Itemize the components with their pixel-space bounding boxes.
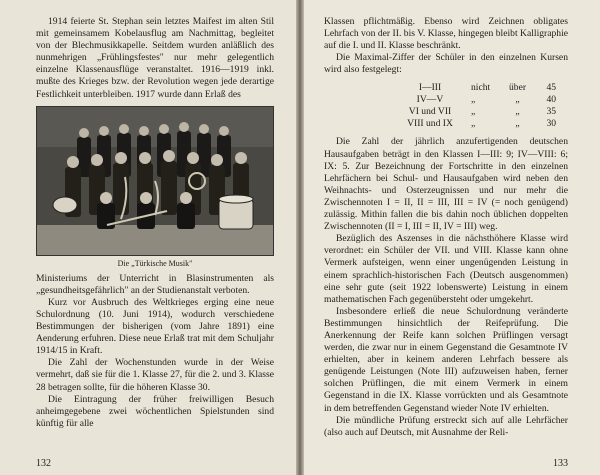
- table-row: [394, 118, 561, 130]
- right-paragraph-6: Die mündliche Prüfung erstreckt sich auf alle Lehrfächer (also auch auf Deutsch, mit Ausnahme der Reli-: [324, 414, 568, 438]
- table-cell: 35: [546, 106, 557, 118]
- left-paragraph-2: Ministeriums der Unterricht in Blasinstrumenten als „gesundheitsgefährlich" an der Studienanstalt verboten.: [36, 272, 274, 296]
- table-row: [394, 94, 561, 106]
- table-cell: 30: [546, 118, 557, 130]
- table-cell: „: [515, 118, 520, 130]
- left-paragraph-4: Die Zahl der Wochenstunden wurde in der Weise vermehrt, daß sie für die 1. Klasse 27, für die 2. und 3. Klasse 28 betragen sollte, für die höheren Klasse 30.: [36, 357, 274, 393]
- right-page: [304, 0, 600, 475]
- band-photo: [36, 106, 274, 256]
- left-page: [0, 0, 296, 475]
- max-students-table: [394, 82, 561, 130]
- right-paragraph-3: Die Zahl der jährlich anzufertigenden deutschen Hausaufgaben beträgt in den Klassen I—III: 9; IV—VIII: 6; IX: 5. Zur Bezeichnung der Fortschritte in den einzelnen Lehrfächern bei Schul- und Hausaufgaben wird neben den Weihnachts- und Osterzeugnissen und nur mehr die Zwischennoten I = II, II = III, III = IV (= noch genügend) zulässig. Mithin fallen die bis dahin noch üblichen doppelten Zwischennoten (II = I, III = II, IV = III) weg.: [324, 136, 568, 233]
- table-cell: IV—V: [416, 94, 444, 106]
- left-paragraph-5: Die Eintragung der früher freiwilligen Besuch anheimgegebene zwei wöchentlichen Spielstunden sind künftig für alle: [36, 393, 274, 429]
- right-paragraph-5: Insbesondere erließ die neue Schulordnung veränderte Bestimmungen hinsichtlich der Reifeprüfung. Die Anerkennung der Reife kann solchen Prüflingen versagt werden, die zwar nur in einem Gegenstand die Gesamtnote IV erhielten, aber in keinem anderen Lehrfach bessere als genügende Leistungen (Note III) aufzuweisen haben, ferner solchen Prüflingen, die mit einem Vermerk in einem Gegenstand in die IX. Klasse vorrückten und als Gesamtnote in dem betreffenden Gegenstand wieder Note IV erhielten.: [324, 305, 568, 414]
- table-cell: „: [471, 118, 476, 130]
- left-page-number: 132: [36, 458, 51, 469]
- band-photo-image: [37, 107, 273, 255]
- right-paragraph-1: Klassen pflichtmäßig. Ebenso wird Zeichnen obligates Lehrfach von der II. bis V. Klasse, hingegen bleibt Kalligraphie auf die I. und II. Klasse beschränkt.: [324, 16, 568, 52]
- table-row: [394, 82, 561, 94]
- right-paragraph-4: Bezüglich des Aszenses in die nächsthöhere Klasse wird verordnet: ein Schüler der VII. und VIII. Klasse kann ohne Vermerk aufsteigen, wenn einer ungenügenden Leistung in einem sprachlich-historischen Fach (Deutsch ausgenommen) eine sehr gute (seit 1922 lobenswerte) Leistung in einem mathematischen Fach gegenübersteht oder umgekehrt.: [324, 233, 568, 305]
- table-cell: VIII und IX: [407, 118, 453, 130]
- table-cell: „: [515, 106, 520, 118]
- right-paragraph-2: Die Maximal-Ziffer der Schüler in den einzelnen Kursen wird also festgelegt:: [324, 52, 568, 76]
- left-paragraph-1: 1914 feierte St. Stephan sein letztes Maifest im alten Stil mit gemeinsamem Kobelausflug am Nachmittag, begleitet von der Blechmusikkapelle. Seitdem wurden anläßlich des nunmehrigen „Frühlingsfestes" nur mehr gelegentlich einzelne Klassenausflüge veranstaltet. 1916—1919 inkl. mußte des Krieges bzw. der Revolution wegen jede derartige Festlichkeit unterbleiben. 1917 wurde dann Erlaß des: [36, 16, 274, 100]
- book-gutter: [296, 0, 304, 475]
- left-paragraph-3: Kurz vor Ausbruch des Weltkrieges erging eine neue Schulordnung (10. Juni 1914), wodurch verschiedene Bestimmungen der bisherigen (vom Jahre 1891) eine Aenderung erfuhren. Diese neue Erlaß trat mit dem Schuljahr 1914/15 in Kraft.: [36, 296, 274, 357]
- table-cell: VI und VII: [408, 106, 452, 118]
- table-cell: nicht: [471, 82, 491, 94]
- table-cell: über: [509, 82, 527, 94]
- photo-caption: Die „Türkische Musik": [117, 258, 193, 268]
- right-page-number: 133: [553, 458, 568, 469]
- table-cell: „: [471, 94, 476, 106]
- table-cell: „: [515, 94, 520, 106]
- table-cell: „: [471, 106, 476, 118]
- table-cell: 45: [546, 82, 557, 94]
- table-cell: I—III: [418, 82, 442, 94]
- table-cell: 40: [546, 94, 557, 106]
- table-row: [394, 106, 561, 118]
